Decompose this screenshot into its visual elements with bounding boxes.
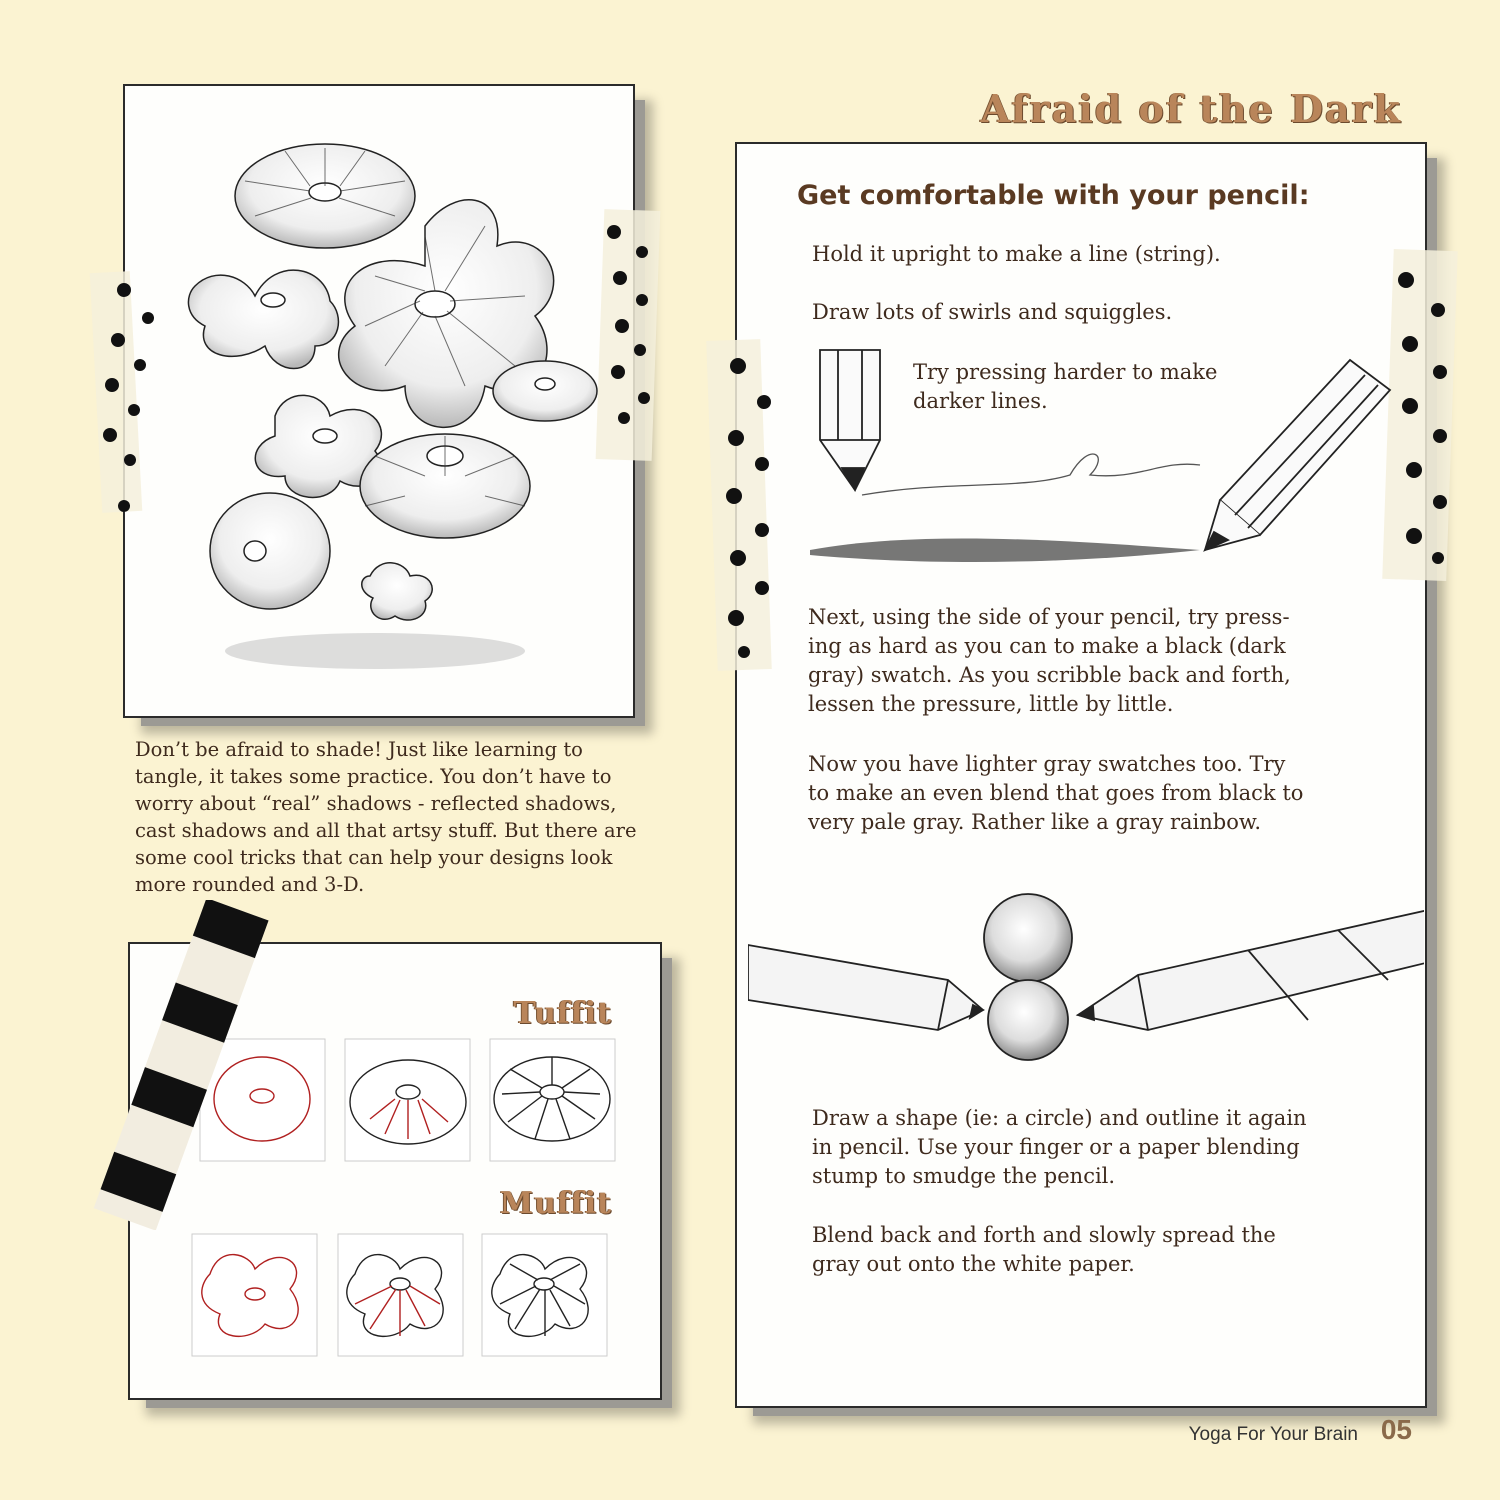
tangle-illustration-card (123, 84, 635, 718)
book-title: Yoga For Your Brain (1188, 1424, 1358, 1445)
polka-dot-tape-right (600, 220, 670, 460)
blending-pencils-drawing (748, 880, 1424, 1080)
pencil-line-drawing (800, 340, 1400, 570)
press-harder-line-2: darker lines. (913, 389, 1048, 413)
instruction-blend: Blend back and forth and slowly spread the gray out onto the white paper. (812, 1223, 1276, 1276)
page-number: 05 (1380, 1414, 1412, 1445)
instruction-side-swatch: Next, using the side of your pencil, try press- ing as hard as you can to make a black (dark gray) swatch. As you scribble back and forth, lessen the pressure, little by little. (808, 605, 1291, 716)
flower-tangle-drawing (125, 86, 633, 716)
shading-intro-paragraph: Don’t be afraid to shade! Just like learning to tangle, it takes some practice. You don’t have to worry about “real” shadows - reflected shadows, cast shadows and all that artsy stuff. But there are some cool tricks that can help your designs look more rounded and 3-D. (135, 738, 637, 896)
polka-dot-tape-card-left (712, 340, 782, 670)
tangle-name-muffit: Muffit (499, 1186, 612, 1221)
instruction-hold-upright: Hold it upright to make a line (string). (812, 242, 1221, 266)
instruction-draw-swirls: Draw lots of swirls and squiggles. (812, 300, 1173, 324)
instruction-draw-shape: Draw a shape (ie: a circle) and outline it again in pencil. Use your finger or a paper blending stump to smudge the pencil. (812, 1106, 1307, 1188)
instructions-heading: Get comfortable with your pencil: (797, 180, 1310, 211)
polka-dot-tape-left (90, 270, 170, 530)
press-harder-line-1: Try pressing harder to make (913, 360, 1218, 384)
page-title: Afraid of the Dark (980, 86, 1402, 131)
instruction-gray-rainbow: Now you have lighter gray swatches too. Try to make an even blend that goes from black to very pale gray. Rather like a gray rainbow. (808, 752, 1304, 834)
striped-tape (58, 900, 308, 1230)
tangle-name-tuffit: Tuffit (513, 996, 612, 1031)
